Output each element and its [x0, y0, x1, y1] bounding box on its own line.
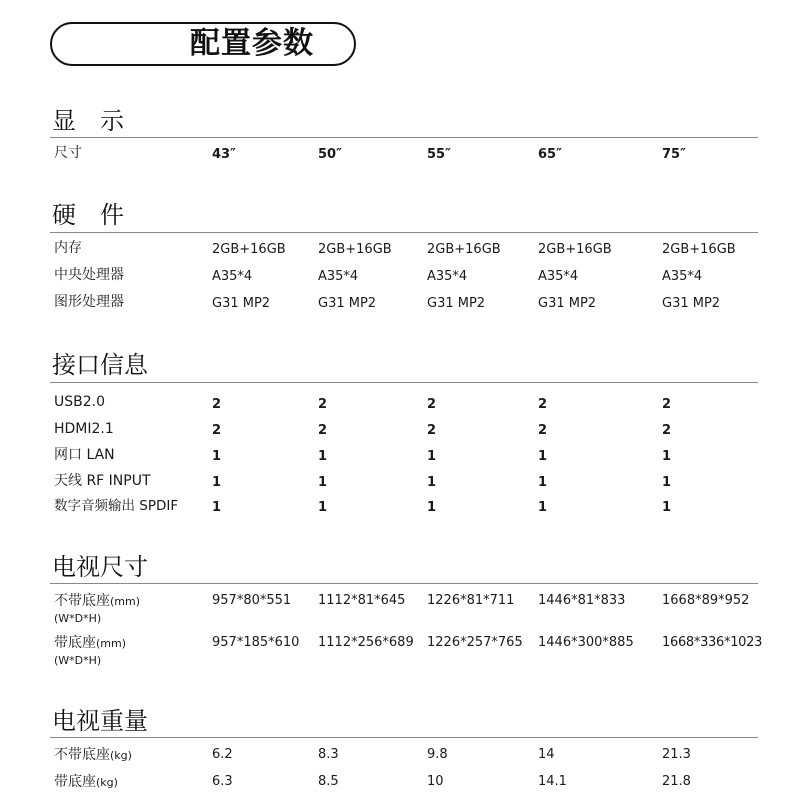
section-rule-hardware — [50, 232, 758, 233]
hdmi-75: 2 — [662, 423, 672, 438]
dim-no-stand-55: 1226*81*711 — [427, 593, 515, 608]
dim-stand-50: 1112*256*689 — [318, 635, 414, 650]
row-label-size: 尺寸 — [54, 145, 82, 161]
lan-50: 1 — [318, 449, 328, 464]
dim-stand-75: 1668*336*1023 — [662, 635, 763, 650]
cpu-75: A35*4 — [662, 269, 703, 284]
dim-stand-43: 957*185*610 — [212, 635, 300, 650]
size-43: 43″ — [212, 147, 236, 162]
dim-no-stand-label: 不带底座 — [54, 593, 110, 609]
gpu-55: G31 MP2 — [427, 296, 486, 311]
weight-stand-43: 6.3 — [212, 774, 233, 789]
size-50: 50″ — [318, 147, 342, 162]
hdmi-50: 2 — [318, 423, 328, 438]
weight-stand-55: 10 — [427, 774, 444, 789]
usb-55: 2 — [427, 397, 437, 412]
rf-65: 1 — [538, 475, 548, 490]
weight-stand-unit: (kg) — [96, 776, 118, 789]
row-label-rf: 天线 RF INPUT — [54, 473, 151, 489]
row-label-cpu: 中央处理器 — [54, 267, 124, 283]
size-75: 75″ — [662, 147, 686, 162]
dim-no-stand-50: 1112*81*645 — [318, 593, 406, 608]
weight-stand-65: 14.1 — [538, 774, 567, 789]
hdmi-43: 2 — [212, 423, 222, 438]
dim-no-stand-75: 1668*89*952 — [662, 593, 750, 608]
section-rule-display — [50, 137, 758, 138]
usb-75: 2 — [662, 397, 672, 412]
memory-65: 2GB+16GB — [538, 242, 612, 257]
weight-no-stand-43: 6.2 — [212, 747, 233, 762]
spdif-55: 1 — [427, 500, 437, 515]
section-rule-ports — [50, 382, 758, 383]
row-label-spdif: 数字音频输出 SPDIF — [54, 498, 179, 514]
row-label-dim-stand — [54, 634, 126, 653]
gpu-43: G31 MP2 — [212, 296, 271, 311]
dim-stand-65: 1446*300*885 — [538, 635, 634, 650]
usb-50: 2 — [318, 397, 328, 412]
rf-43: 1 — [212, 475, 222, 490]
section-heading-weight: 电视重量 — [52, 707, 148, 735]
cpu-65: A35*4 — [538, 269, 579, 284]
memory-75: 2GB+16GB — [662, 242, 736, 257]
dim-no-stand-unit: (mm) — [110, 595, 141, 608]
size-65: 65″ — [538, 147, 562, 162]
row-label-memory: 内存 — [54, 240, 82, 256]
weight-no-stand-55: 9.8 — [427, 747, 448, 762]
row-label-lan: 网口 LAN — [54, 447, 115, 463]
spdif-65: 1 — [538, 500, 548, 515]
dim-stand-unit: (mm) — [96, 637, 127, 650]
weight-no-stand-65: 14 — [538, 747, 555, 762]
section-heading-display: 显 示 — [52, 107, 124, 135]
dim-stand-label: 带底座 — [54, 635, 96, 651]
weight-no-stand-75: 21.3 — [662, 747, 691, 762]
weight-no-stand-label: 不带底座 — [54, 747, 110, 763]
lan-43: 1 — [212, 449, 222, 464]
section-rule-weight — [50, 737, 758, 738]
cpu-55: A35*4 — [427, 269, 468, 284]
cpu-43: A35*4 — [212, 269, 253, 284]
memory-55: 2GB+16GB — [427, 242, 501, 257]
weight-stand-50: 8.5 — [318, 774, 339, 789]
dim-no-stand-43: 957*80*551 — [212, 593, 292, 608]
dim-stand-sublabel: (W*D*H) — [54, 654, 102, 667]
spdif-43: 1 — [212, 500, 222, 515]
section-heading-ports: 接口信息 — [52, 351, 148, 379]
spdif-75: 1 — [662, 500, 672, 515]
hdmi-55: 2 — [427, 423, 437, 438]
row-label-gpu: 图形处理器 — [54, 294, 124, 310]
gpu-65: G31 MP2 — [538, 296, 597, 311]
row-label-hdmi: HDMI2.1 — [54, 421, 114, 437]
memory-43: 2GB+16GB — [212, 242, 286, 257]
size-55: 55″ — [427, 147, 451, 162]
lan-65: 1 — [538, 449, 548, 464]
weight-no-stand-unit: (kg) — [110, 749, 132, 762]
section-heading-hardware: 硬 件 — [52, 201, 124, 229]
dim-no-stand-65: 1446*81*833 — [538, 593, 626, 608]
rf-75: 1 — [662, 475, 672, 490]
row-label-dim-no-stand — [54, 592, 140, 611]
dim-stand-55: 1226*257*765 — [427, 635, 523, 650]
gpu-50: G31 MP2 — [318, 296, 377, 311]
row-label-weight-stand — [54, 773, 118, 792]
usb-43: 2 — [212, 397, 222, 412]
lan-75: 1 — [662, 449, 672, 464]
row-label-weight-no-stand — [54, 746, 132, 765]
rf-55: 1 — [427, 475, 437, 490]
cpu-50: A35*4 — [318, 269, 359, 284]
lan-55: 1 — [427, 449, 437, 464]
hdmi-65: 2 — [538, 423, 548, 438]
page-title: 配置参数 — [190, 26, 314, 61]
section-heading-dimensions: 电视尺寸 — [52, 553, 148, 581]
weight-stand-label: 带底座 — [54, 774, 96, 790]
memory-50: 2GB+16GB — [318, 242, 392, 257]
dim-no-stand-sublabel: (W*D*H) — [54, 612, 102, 625]
row-label-usb: USB2.0 — [54, 394, 106, 410]
usb-65: 2 — [538, 397, 548, 412]
section-rule-dimensions — [50, 583, 758, 584]
gpu-75: G31 MP2 — [662, 296, 721, 311]
weight-stand-75: 21.8 — [662, 774, 691, 789]
weight-no-stand-50: 8.3 — [318, 747, 339, 762]
rf-50: 1 — [318, 475, 328, 490]
spdif-50: 1 — [318, 500, 328, 515]
